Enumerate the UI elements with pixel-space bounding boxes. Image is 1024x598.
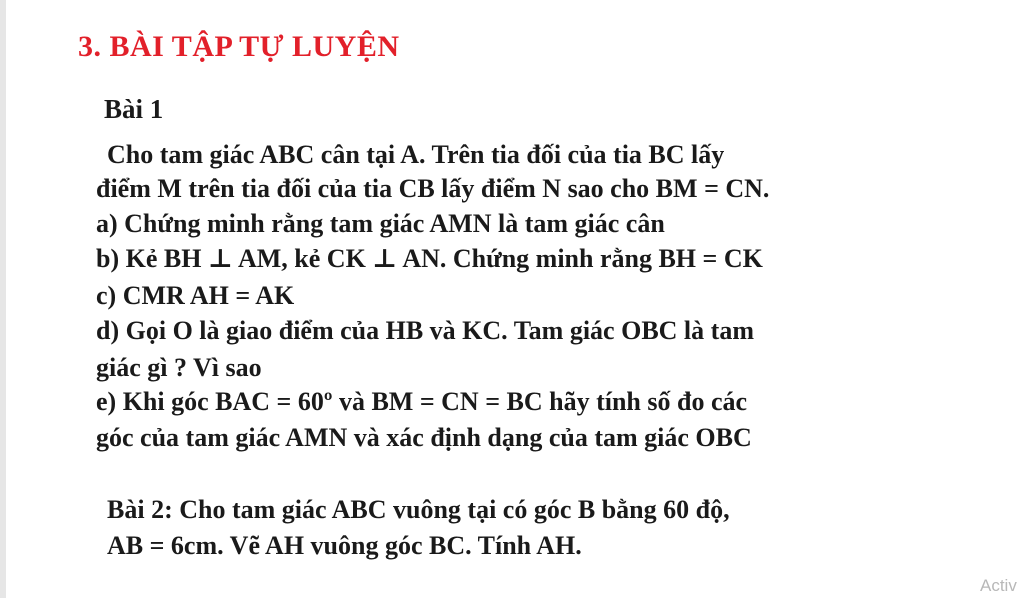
section-heading: 3. BÀI TẬP TỰ LUYỆN bbox=[78, 30, 400, 63]
activate-watermark: Activ bbox=[980, 576, 1017, 595]
exercise-1-part-c: c) CMR AH = AK bbox=[96, 281, 295, 310]
exercise-1-part-b: b) Kẻ BH ⊥ AM, kẻ CK ⊥ AN. Chứng minh rằng BH = CK bbox=[96, 244, 763, 273]
exercise-1-part-d: d) Gọi O là giao điểm của HB và KC. Tam giác OBC là tam bbox=[96, 316, 754, 345]
exercise-2-line-1: Bài 2: Cho tam giác ABC vuông tại có góc B bằng 60 độ, bbox=[107, 495, 730, 524]
exercise-1-part-e-cont: góc của tam giác AMN và xác định dạng của tam giác OBC bbox=[96, 423, 752, 452]
exercise-1-part-d-cont: giác gì ? Vì sao bbox=[96, 353, 262, 382]
exercise-1-title: Bài 1 bbox=[104, 94, 164, 124]
exercise-1-line-1: Cho tam giác ABC cân tại A. Trên tia đối của tia BC lấy bbox=[107, 140, 725, 169]
exercise-1-part-a: a) Chứng minh rằng tam giác AMN là tam giác cân bbox=[96, 209, 665, 238]
exercise-1-line-2: điểm M trên tia đối của tia CB lấy điểm N sao cho BM = CN. bbox=[96, 174, 770, 203]
exercise-2-line-2: AB = 6cm. Vẽ AH vuông góc BC. Tính AH. bbox=[107, 531, 582, 560]
exercise-1-part-e: e) Khi góc BAC = 60º và BM = CN = BC hãy tính số đo các bbox=[96, 387, 748, 416]
left-edge-strip bbox=[0, 0, 6, 598]
